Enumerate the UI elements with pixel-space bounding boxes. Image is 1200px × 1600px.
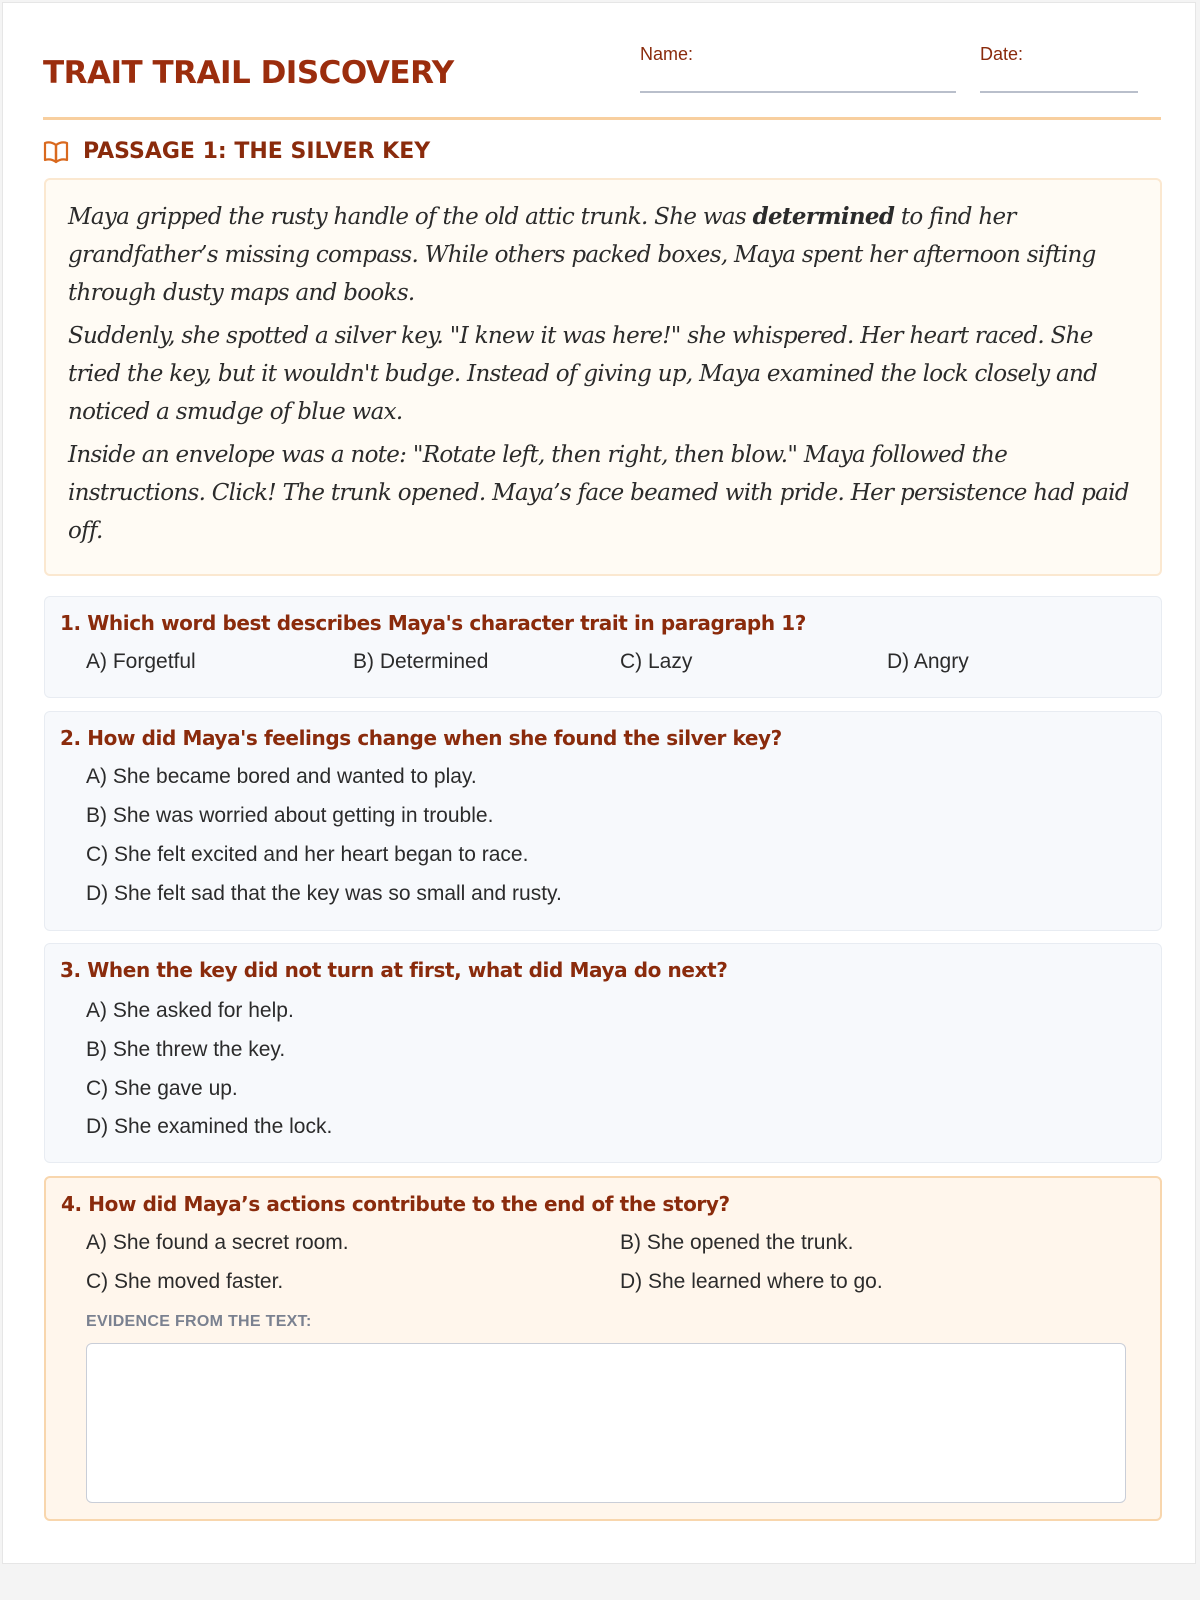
question-2-text: 2. How did Maya's feelings change when she found the silver key? — [60, 726, 782, 750]
q2-option-a[interactable]: A) She became bored and wanted to play. — [86, 765, 477, 788]
q3-option-a[interactable]: A) She asked for help. — [86, 999, 294, 1022]
question-1 — [44, 596, 1162, 698]
q2-option-d[interactable]: D) She felt sad that the key was so small and rusty. — [86, 882, 562, 905]
page-title: TRAIT TRAIL DISCOVERY — [43, 55, 454, 91]
question-3-text: 3. When the key did not turn at first, what did Maya do next? — [60, 958, 728, 982]
q4-option-c[interactable]: C) She moved faster. — [86, 1270, 284, 1293]
passage-paragraph-1 — [68, 198, 1140, 312]
q1-option-d[interactable]: D) Angry — [887, 650, 969, 673]
name-field[interactable] — [640, 91, 956, 93]
date-label: Date: — [980, 44, 1024, 64]
passage-text — [44, 178, 1162, 576]
q3-option-b[interactable]: B) She threw the key. — [86, 1038, 286, 1061]
passage-p1-end: to find her grandfather’s missing compass. While others packed boxes, Maya spent her afternoon sifting through dusty maps and books. — [68, 204, 1096, 306]
book-icon — [43, 140, 69, 164]
q2-option-c[interactable]: C) She felt excited and her heart began to race. — [86, 843, 529, 866]
date-field[interactable] — [980, 91, 1138, 93]
question-2 — [44, 711, 1162, 931]
question-4-text: 4. How did Maya’s actions contribute to the end of the story? — [61, 1192, 730, 1216]
evidence-textarea[interactable] — [86, 1343, 1126, 1503]
worksheet-header — [43, 41, 1161, 120]
question-4 — [44, 1176, 1162, 1521]
q4-option-a[interactable]: A) She found a secret room. — [86, 1231, 349, 1254]
q3-option-d[interactable]: D) She examined the lock. — [86, 1115, 333, 1138]
q1-option-c[interactable]: C) Lazy — [620, 650, 693, 673]
q1-option-a[interactable]: A) Forgetful — [86, 650, 196, 673]
passage-p1-bold-word: determined — [752, 203, 895, 230]
passage-paragraph-3: Inside an envelope was a note: "Rotate left, then right, then blow." Maya followed the instructions. Click! The trunk opened. Maya’s face beamed with pride. Her persistence had paid off. — [68, 442, 1129, 544]
passage-p1-start: Maya gripped the rusty handle of the old attic trunk. She was — [68, 204, 753, 230]
name-label: Name: — [640, 44, 694, 64]
q1-option-b[interactable]: B) Determined — [353, 650, 489, 673]
worksheet-page — [2, 2, 1196, 1564]
q4-option-b[interactable]: B) She opened the trunk. — [620, 1231, 854, 1254]
passage-title: PASSAGE 1: THE SILVER KEY — [83, 139, 431, 164]
q2-option-b[interactable]: B) She was worried about getting in trouble. — [86, 804, 494, 827]
question-1-text: 1. Which word best describes Maya's character trait in paragraph 1? — [60, 611, 806, 635]
evidence-label: EVIDENCE FROM THE TEXT: — [86, 1313, 312, 1330]
passage-heading — [43, 139, 430, 164]
q3-option-c[interactable]: C) She gave up. — [86, 1077, 238, 1100]
passage-paragraph-2: Suddenly, she spotted a silver key. "I knew it was here!" she whispered. Her heart raced. She tried the key, but it wouldn't budge. Instead of giving up, Maya examined the lock closely and noticed a smudge of blue wax. — [68, 323, 1098, 425]
q4-option-d[interactable]: D) She learned where to go. — [620, 1270, 883, 1293]
question-3 — [44, 943, 1162, 1163]
